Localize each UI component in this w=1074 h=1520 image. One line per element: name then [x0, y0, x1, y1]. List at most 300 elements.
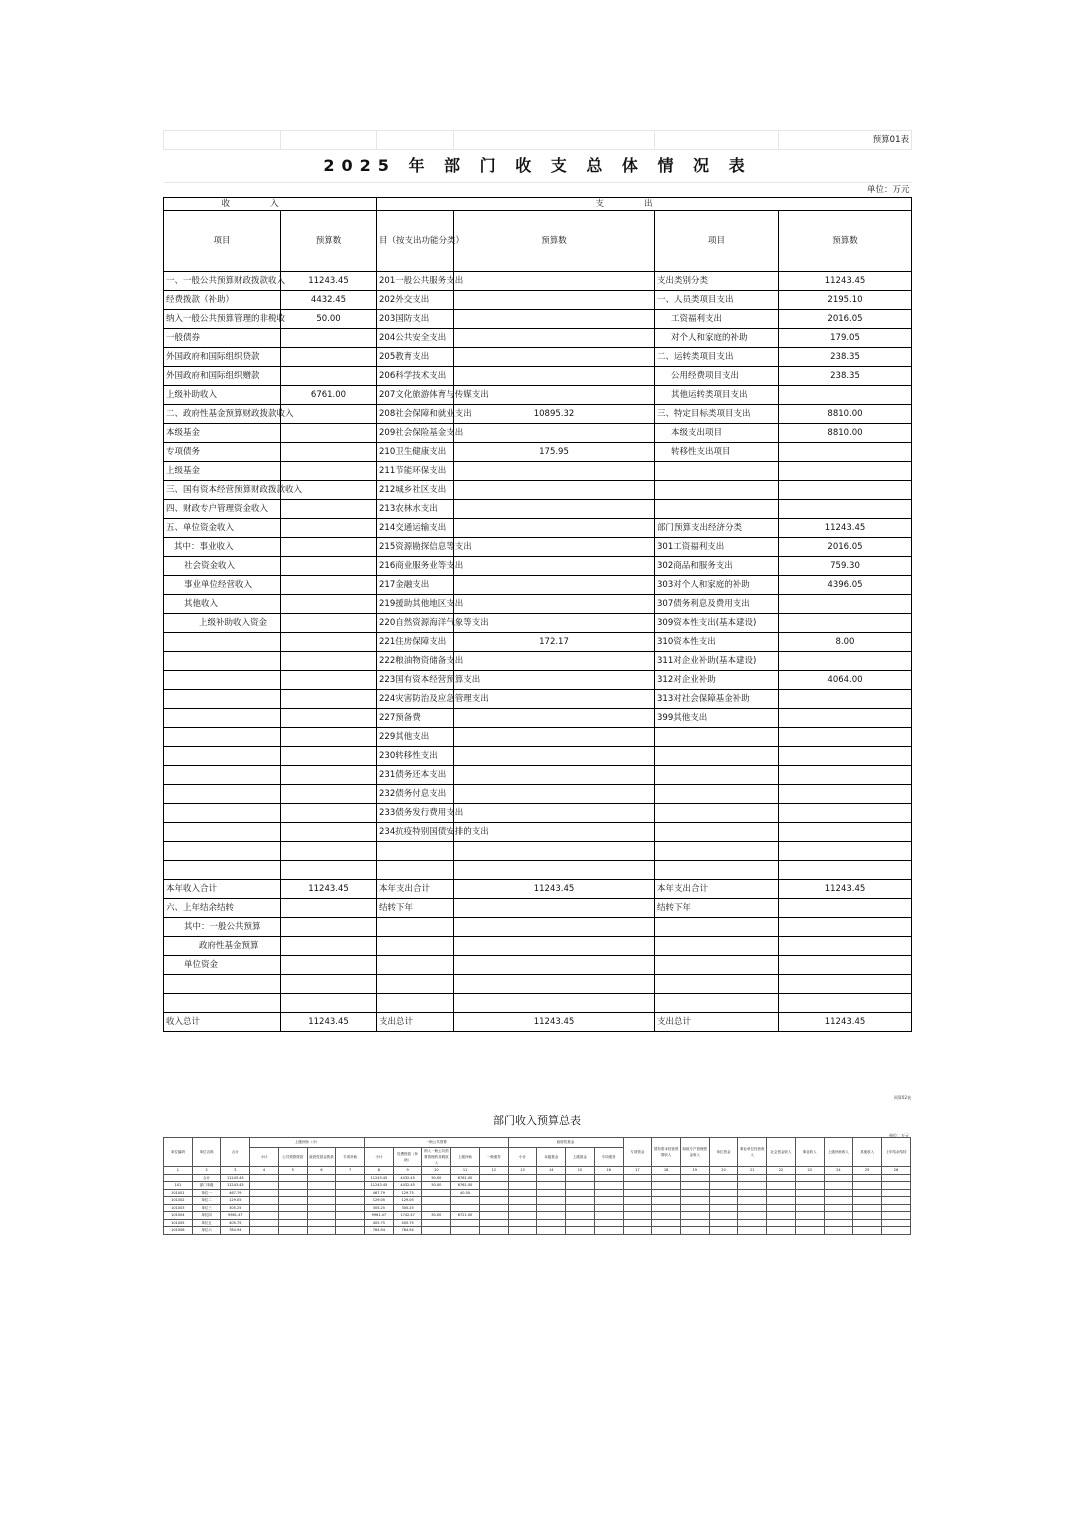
data-cell — [508, 1197, 537, 1205]
data-cell: 405.75 — [365, 1219, 394, 1227]
income-item-cell — [164, 690, 281, 709]
data-cell — [594, 1227, 623, 1235]
expense-budget-cell — [779, 747, 912, 766]
data-cell — [422, 1227, 451, 1235]
expense-item-cell — [655, 918, 779, 937]
data-cell — [336, 1174, 365, 1182]
table-row — [164, 1197, 911, 1205]
data-cell: 101001 — [164, 1189, 193, 1197]
income-item-cell — [164, 861, 281, 880]
expense-budget-cell: 8810.00 — [779, 405, 912, 424]
table-row — [164, 329, 912, 348]
col-header: 合计 — [221, 1138, 250, 1167]
function-budget-cell — [454, 481, 655, 500]
expense-budget-cell — [779, 481, 912, 500]
data-cell — [824, 1182, 853, 1190]
data-cell — [278, 1197, 307, 1205]
data-cell: 单位六 — [192, 1227, 221, 1235]
data-cell: 4432.45 — [393, 1174, 422, 1182]
data-cell — [594, 1212, 623, 1220]
data-cell: 129.05 — [221, 1197, 250, 1205]
data-cell — [508, 1189, 537, 1197]
data-cell — [336, 1204, 365, 1212]
data-cell: 101006 — [164, 1227, 193, 1235]
function-item-cell: 205教育支出 — [377, 348, 454, 367]
col-header: 上级补助 — [451, 1148, 480, 1167]
data-cell — [795, 1204, 824, 1212]
expense-item-cell: 307债务利息及费用支出 — [655, 595, 779, 614]
data-cell — [767, 1212, 796, 1220]
function-item-cell: 214交通运输支出 — [377, 519, 454, 538]
function-budget-cell — [454, 728, 655, 747]
unit-row — [164, 183, 912, 198]
index-cell: 11 — [451, 1167, 480, 1175]
income-budget-cell — [281, 652, 377, 671]
table-row — [164, 310, 912, 329]
index-cell: 7 — [336, 1167, 365, 1175]
table-body — [164, 272, 912, 1032]
col-header: 小计 — [508, 1148, 537, 1167]
expense-budget-cell — [779, 861, 912, 880]
data-cell: 单位三 — [192, 1204, 221, 1212]
income-budget-cell — [281, 918, 377, 937]
table-row — [164, 576, 912, 595]
data-cell — [738, 1197, 767, 1205]
income-item-cell — [164, 709, 281, 728]
income-group-header: 收入 — [164, 198, 377, 211]
function-budget-cell — [454, 595, 655, 614]
data-cell — [479, 1212, 508, 1220]
data-cell — [451, 1219, 480, 1227]
data-cell — [652, 1197, 681, 1205]
data-cell — [824, 1212, 853, 1220]
data-cell — [250, 1182, 279, 1190]
sheet2-unit: 单位：万元 — [889, 1133, 909, 1138]
data-cell — [307, 1197, 336, 1205]
data-cell — [623, 1197, 652, 1205]
index-row — [164, 1167, 911, 1175]
expense-budget-cell: 11243.45 — [779, 519, 912, 538]
expense-budget-cell — [779, 975, 912, 994]
data-cell — [623, 1204, 652, 1212]
income-item-cell: 外国政府和国际组织赠款 — [164, 367, 281, 386]
function-item-cell: 支出总计 — [377, 1013, 454, 1032]
income-item-cell: 四、财政专户管理资金收入 — [164, 500, 281, 519]
table-row — [164, 785, 912, 804]
data-cell — [164, 1174, 193, 1182]
data-cell — [479, 1227, 508, 1235]
col-header: 单位编码 — [164, 1138, 193, 1167]
function-item-cell: 221住房保障支出 — [377, 633, 454, 652]
col-header: 专项资金 — [623, 1138, 652, 1167]
table-row — [164, 842, 912, 861]
data-cell: 50.00 — [422, 1212, 451, 1220]
expense-item-cell — [655, 785, 779, 804]
income-budget-cell: 11243.45 — [281, 1013, 377, 1032]
data-cell — [422, 1219, 451, 1227]
function-budget-cell — [454, 576, 655, 595]
function-budget-cell — [454, 652, 655, 671]
data-cell: 129.05 — [393, 1197, 422, 1205]
function-item-cell — [377, 937, 454, 956]
group-header: 一般公共预算 — [365, 1138, 509, 1148]
expense-budget-cell — [779, 690, 912, 709]
income-budget-cell — [281, 861, 377, 880]
expense-budget-cell — [779, 899, 912, 918]
data-cell — [853, 1182, 882, 1190]
income-budget-cell — [281, 424, 377, 443]
function-item-cell: 220自然资源海洋气象等支出 — [377, 614, 454, 633]
expense-item-cell: 支出类别分类 — [655, 272, 779, 291]
col-header: 上年结余结转 — [881, 1138, 910, 1167]
col-header: 本级基金 — [537, 1148, 566, 1167]
data-cell: 101005 — [164, 1219, 193, 1227]
data-cell: 305.25 — [365, 1204, 394, 1212]
function-budget-cell — [454, 424, 655, 443]
income-item-cell: 单位资金 — [164, 956, 281, 975]
data-cell — [422, 1189, 451, 1197]
data-cell — [680, 1204, 709, 1212]
data-cell — [738, 1227, 767, 1235]
income-item-cell: 经费拨款（补助） — [164, 291, 281, 310]
data-cell — [508, 1174, 537, 1182]
data-cell: 101004 — [164, 1212, 193, 1220]
expense-budget-cell — [779, 652, 912, 671]
income-item-cell: 六、上年结余结转 — [164, 899, 281, 918]
table-row — [164, 272, 912, 291]
table-row — [164, 500, 912, 519]
data-cell — [508, 1219, 537, 1227]
data-cell — [278, 1219, 307, 1227]
data-cell — [795, 1227, 824, 1235]
expense-budget-cell — [779, 595, 912, 614]
table-row — [164, 671, 912, 690]
table-row — [164, 994, 912, 1013]
col-header: 上级补助收入 — [824, 1138, 853, 1167]
income-budget-cell — [281, 462, 377, 481]
index-cell: 2 — [192, 1167, 221, 1175]
data-cell — [709, 1174, 738, 1182]
data-cell — [680, 1197, 709, 1205]
data-cell — [537, 1219, 566, 1227]
expense-item-cell: 399其他支出 — [655, 709, 779, 728]
data-cell — [537, 1212, 566, 1220]
data-cell: 784.94 — [221, 1227, 250, 1235]
income-item-cell — [164, 747, 281, 766]
expense-item-cell: 三、特定目标类项目支出 — [655, 405, 779, 424]
function-item-cell: 216商业服务业等支出 — [377, 557, 454, 576]
expense-item-cell: 302商品和服务支出 — [655, 557, 779, 576]
income-item-cell — [164, 975, 281, 994]
table-row — [164, 709, 912, 728]
function-budget-cell — [454, 956, 655, 975]
table-row — [164, 614, 912, 633]
data-cell: 1742.47 — [393, 1212, 422, 1220]
table-row — [164, 652, 912, 671]
expense-item-cell — [655, 462, 779, 481]
function-budget-cell — [454, 994, 655, 1013]
income-item-cell: 事业单位经营收入 — [164, 576, 281, 595]
data-cell — [336, 1227, 365, 1235]
expense-budget-cell: 4396.05 — [779, 576, 912, 595]
col-header: 政府性基金拨款 — [307, 1148, 336, 1167]
expense-budget-cell — [779, 804, 912, 823]
income-item-cell: 二、政府性基金预算财政拨款收入 — [164, 405, 281, 424]
data-cell — [566, 1204, 595, 1212]
code-row — [164, 131, 912, 150]
budget-table-02 — [163, 1092, 911, 1252]
data-cell — [278, 1189, 307, 1197]
function-item-cell: 227预备费 — [377, 709, 454, 728]
col-header: 社会资金收入 — [767, 1138, 796, 1167]
table-row — [164, 1189, 911, 1197]
expense-item-cell — [655, 994, 779, 1013]
table-row — [164, 291, 912, 310]
col-header: 财政专户管理资金收入 — [680, 1138, 709, 1167]
function-item-cell: 233债务发行费用支出 — [377, 804, 454, 823]
income-budget-cell — [281, 500, 377, 519]
col-header: 国有资本经营预算收入 — [652, 1138, 681, 1167]
data-cell: 50.00 — [422, 1182, 451, 1190]
data-cell — [767, 1189, 796, 1197]
function-item-cell: 207文化旅游体育与传媒支出 — [377, 386, 454, 405]
data-cell — [795, 1219, 824, 1227]
function-item-cell: 215资源勘探信息等支出 — [377, 538, 454, 557]
table-row — [164, 899, 912, 918]
function-item-cell: 202外交支出 — [377, 291, 454, 310]
group-header-row — [164, 198, 912, 211]
data-cell — [853, 1189, 882, 1197]
data-cell — [422, 1197, 451, 1205]
function-budget-cell — [454, 557, 655, 576]
data-cell — [250, 1212, 279, 1220]
income-item-cell — [164, 633, 281, 652]
sheet-code: 预算01表 — [779, 131, 912, 150]
expense-item-cell — [655, 728, 779, 747]
group-row — [164, 1138, 911, 1148]
data-cell — [853, 1227, 882, 1235]
income-item-cell: 一、一般公共预算财政拨款收入 — [164, 272, 281, 291]
data-cell — [479, 1182, 508, 1190]
function-item-cell: 231债务还本支出 — [377, 766, 454, 785]
data-cell — [508, 1182, 537, 1190]
data-cell — [508, 1227, 537, 1235]
data-cell — [594, 1174, 623, 1182]
data-cell: 合计 — [192, 1174, 221, 1182]
data-cell: 101 — [164, 1182, 193, 1190]
function-budget-cell — [454, 310, 655, 329]
table-row — [164, 1013, 912, 1032]
income-item-cell — [164, 766, 281, 785]
data-cell — [652, 1182, 681, 1190]
data-cell — [307, 1189, 336, 1197]
sheet2-code: 预算02表 — [893, 1095, 911, 1100]
function-item-cell: 206科学技术支出 — [377, 367, 454, 386]
function-item-cell: 203国防支出 — [377, 310, 454, 329]
table-row — [164, 481, 912, 500]
function-item-cell: 224灾害防治及应急管理支出 — [377, 690, 454, 709]
expense-budget-cell: 2016.05 — [779, 538, 912, 557]
expense-item-cell: 本级支出项目 — [655, 424, 779, 443]
index-cell: 13 — [508, 1167, 537, 1175]
data-cell — [881, 1212, 910, 1220]
data-cell — [451, 1204, 480, 1212]
data-cell: 467.79 — [221, 1189, 250, 1197]
function-item-cell: 本年支出合计 — [377, 880, 454, 899]
data-cell — [709, 1212, 738, 1220]
function-item-cell — [377, 975, 454, 994]
data-cell — [479, 1174, 508, 1182]
function-item-cell — [377, 956, 454, 975]
income-budget-cell — [281, 557, 377, 576]
expense-budget-cell — [779, 937, 912, 956]
data-cell — [307, 1174, 336, 1182]
expense-item-cell — [655, 975, 779, 994]
data-cell — [795, 1174, 824, 1182]
table-row — [164, 690, 912, 709]
index-cell: 4 — [250, 1167, 279, 1175]
data-cell — [623, 1212, 652, 1220]
data-cell — [537, 1227, 566, 1235]
index-cell: 25 — [853, 1167, 882, 1175]
data-cell: 11243.45 — [365, 1182, 394, 1190]
expense-budget-cell: 2016.05 — [779, 310, 912, 329]
expense-item-cell: 一、人员类项目支出 — [655, 291, 779, 310]
expense-item-cell — [655, 766, 779, 785]
income-item-cell: 政府性基金预算 — [164, 937, 281, 956]
col-header: 公共预算拨款 — [278, 1148, 307, 1167]
data-cell — [709, 1197, 738, 1205]
income-budget-cell: 6761.00 — [281, 386, 377, 405]
index-cell: 18 — [652, 1167, 681, 1175]
data-cell: 9961.47 — [221, 1212, 250, 1220]
data-cell — [680, 1174, 709, 1182]
expense-item-cell — [655, 842, 779, 861]
data-cell — [623, 1182, 652, 1190]
expense-budget-cell: 2195.10 — [779, 291, 912, 310]
income-item-cell: 上级补助收入资金 — [164, 614, 281, 633]
function-item-cell: 234抗疫特别国债安排的支出 — [377, 823, 454, 842]
income-item-cell: 社会资金收入 — [164, 557, 281, 576]
function-budget-cell — [454, 918, 655, 937]
table-row — [164, 405, 912, 424]
data-cell — [767, 1197, 796, 1205]
expense-item-cell — [655, 500, 779, 519]
data-cell — [881, 1227, 910, 1235]
group-header: 政府性基金 — [508, 1138, 623, 1148]
data-cell — [767, 1227, 796, 1235]
income-budget-cell — [281, 785, 377, 804]
data-cell — [250, 1174, 279, 1182]
data-cell — [853, 1204, 882, 1212]
function-item-cell: 213农林水支出 — [377, 500, 454, 519]
function-item-cell: 212城乡社区支出 — [377, 481, 454, 500]
col-header-function-budget: 预算数 — [454, 211, 655, 272]
col-header: 事业收入 — [795, 1138, 824, 1167]
data-cell — [479, 1197, 508, 1205]
function-item-cell: 209社会保险基金支出 — [377, 424, 454, 443]
function-item-cell: 211节能环保支出 — [377, 462, 454, 481]
expense-item-cell — [655, 937, 779, 956]
expense-item-cell: 二、运转类项目支出 — [655, 348, 779, 367]
income-budget-cell — [281, 576, 377, 595]
data-cell — [594, 1182, 623, 1190]
col-header: 小计 — [365, 1148, 394, 1167]
expense-budget-cell: 238.35 — [779, 367, 912, 386]
function-item-cell — [377, 861, 454, 880]
expense-item-cell — [655, 481, 779, 500]
data-cell: 6721.00 — [451, 1212, 480, 1220]
function-budget-cell — [454, 804, 655, 823]
unit-label: 单位：万元 — [164, 183, 912, 198]
income-item-cell: 纳入一般公共预算管理的非税收 — [164, 310, 281, 329]
income-budget-cell — [281, 804, 377, 823]
data-cell — [537, 1197, 566, 1205]
data-cell — [824, 1197, 853, 1205]
index-cell: 26 — [881, 1167, 910, 1175]
income-item-cell: 专项债务 — [164, 443, 281, 462]
income-expense-table — [163, 130, 912, 1032]
income-item-cell: 其他收入 — [164, 595, 281, 614]
expense-item-cell — [655, 956, 779, 975]
data-cell — [250, 1219, 279, 1227]
data-cell — [881, 1182, 910, 1190]
col-header: 其他收入 — [853, 1138, 882, 1167]
col-header-expense-budget: 预算数 — [779, 211, 912, 272]
index-cell: 17 — [623, 1167, 652, 1175]
expense-budget-cell: 179.05 — [779, 329, 912, 348]
income-budget-cell: 50.00 — [281, 310, 377, 329]
expense-item-cell — [655, 823, 779, 842]
data-cell — [508, 1204, 537, 1212]
function-item-cell: 204公共安全支出 — [377, 329, 454, 348]
data-cell: 305.25 — [393, 1204, 422, 1212]
data-cell — [652, 1189, 681, 1197]
expense-budget-cell — [779, 728, 912, 747]
data-cell: 6761.00 — [451, 1182, 480, 1190]
table-row — [164, 956, 912, 975]
data-cell: 11243.45 — [365, 1174, 394, 1182]
income-budget-cell — [281, 367, 377, 386]
table-row — [164, 747, 912, 766]
col-header: 单位资金 — [709, 1138, 738, 1167]
income-budget-cell: 11243.45 — [281, 880, 377, 899]
data-cell: 129.75 — [393, 1189, 422, 1197]
data-cell — [278, 1204, 307, 1212]
income-item-cell: 收入总计 — [164, 1013, 281, 1032]
data-cell — [278, 1174, 307, 1182]
income-budget-cell — [281, 975, 377, 994]
expense-budget-cell — [779, 994, 912, 1013]
expense-budget-cell: 11243.45 — [779, 1013, 912, 1032]
data-cell: 单位五 — [192, 1219, 221, 1227]
income-item-cell — [164, 728, 281, 747]
expense-budget-cell — [779, 386, 912, 405]
data-cell — [738, 1189, 767, 1197]
function-item-cell — [377, 918, 454, 937]
function-budget-cell: 10895.32 — [454, 405, 655, 424]
data-cell — [307, 1212, 336, 1220]
expense-budget-cell: 11243.45 — [779, 272, 912, 291]
index-cell: 14 — [537, 1167, 566, 1175]
income-item-cell — [164, 804, 281, 823]
data-cell — [278, 1227, 307, 1235]
title-row — [164, 150, 912, 183]
income-item-cell: 一般债券 — [164, 329, 281, 348]
data-cell: 784.94 — [365, 1227, 394, 1235]
data-cell — [824, 1219, 853, 1227]
function-item-cell: 230转移性支出 — [377, 747, 454, 766]
